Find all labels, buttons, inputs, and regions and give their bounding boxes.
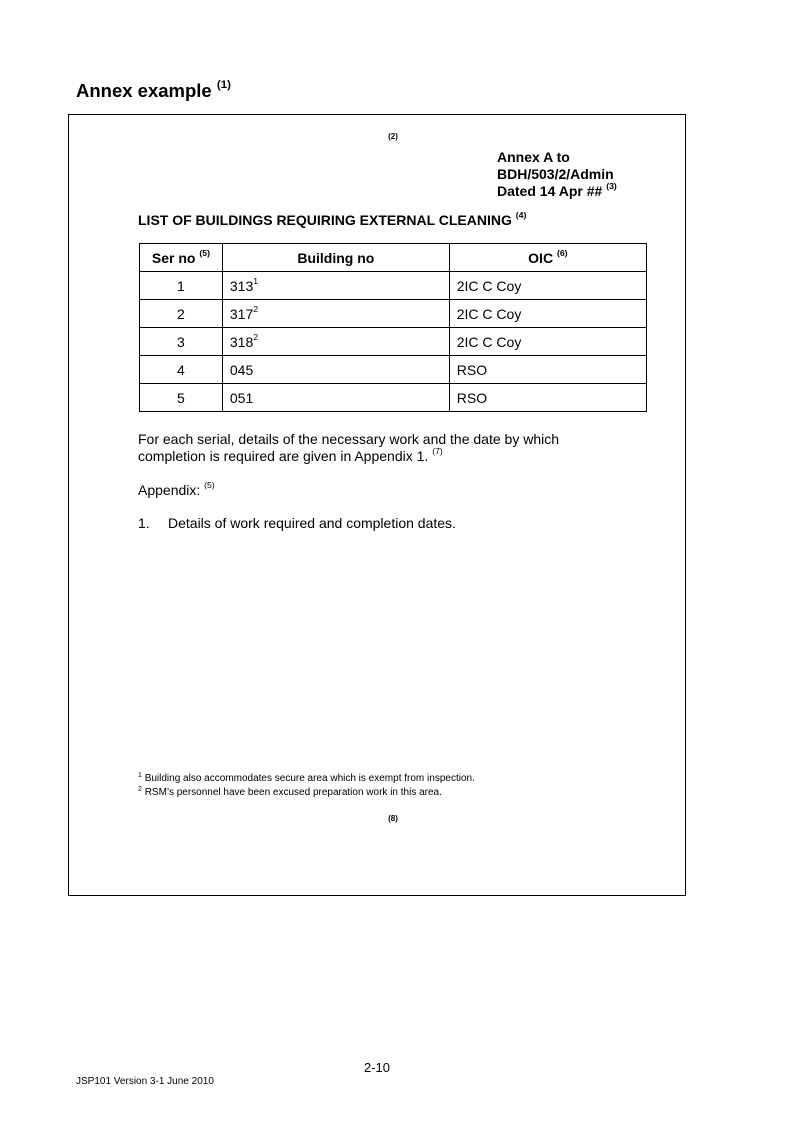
footnote (138, 772, 475, 786)
footnote-number: 1 (138, 771, 142, 779)
annex-ref-line-2: BDH/503/2/Admin (497, 166, 614, 182)
page-heading-text: Annex example (76, 80, 212, 101)
appendix-marker: (5) (204, 480, 215, 491)
building-number: 318 (229, 333, 254, 350)
annex-frame (68, 114, 686, 896)
heading-marker: (1) (216, 79, 231, 92)
building-footnote-ref: 1 (253, 275, 259, 286)
building-footnote-ref: 2 (253, 303, 259, 314)
annex-ref-line-3 (497, 183, 617, 200)
protective-marking-top: (2) (388, 132, 398, 141)
footnote-text: Building also accommodates secure area which is exempt from inspection. (144, 773, 475, 784)
header-ser-no-label: Ser no (151, 249, 196, 266)
footer-version: JSP101 Version 3-1 June 2010 (76, 1076, 214, 1087)
appendix-item (138, 515, 456, 532)
annex-ref-line-1: Annex A to (497, 149, 570, 165)
header-oic-marker: (6) (556, 247, 568, 258)
cell-oic: 2IC C Coy (449, 300, 646, 328)
document-title-text: LIST OF BUILDINGS REQUIRING EXTERNAL CLEANING (138, 212, 512, 228)
serial-paragraph (138, 431, 598, 465)
cell-building-no (222, 384, 449, 412)
appendix-label (138, 482, 215, 499)
building-footnote-ref: 2 (253, 331, 259, 342)
table-header-row (140, 244, 647, 272)
footnotes (138, 772, 475, 800)
document-title-marker: (4) (515, 210, 527, 221)
cell-building-no (222, 272, 449, 300)
table-row (140, 384, 647, 412)
building-number: 045 (229, 361, 254, 378)
serial-paragraph-marker: (7) (432, 446, 443, 457)
building-number: 313 (229, 277, 254, 294)
header-ser-no (140, 244, 223, 272)
cell-oic: 2IC C Coy (449, 272, 646, 300)
annex-reference (497, 149, 617, 200)
building-number: 051 (229, 389, 254, 406)
cell-building-no (222, 356, 449, 384)
building-number: 317 (229, 305, 254, 322)
table-row (140, 356, 647, 384)
cell-building-no (222, 300, 449, 328)
cell-oic: 2IC C Coy (449, 328, 646, 356)
appendix-label-text: Appendix: (138, 482, 201, 498)
header-oic-label: OIC (528, 249, 554, 266)
protective-marking-bottom: (8) (388, 814, 398, 823)
cell-ser-no: 1 (140, 272, 223, 300)
table-row (140, 328, 647, 356)
page-heading (76, 80, 231, 102)
footnote-number: 2 (138, 785, 142, 793)
cell-oic: RSO (449, 356, 646, 384)
table-row (140, 300, 647, 328)
serial-paragraph-text: For each serial, details of the necessary work and the date by which completion is required are given in Appendix 1. (138, 431, 559, 464)
buildings-table (139, 243, 647, 412)
footnote (138, 786, 475, 800)
cell-building-no (222, 328, 449, 356)
cell-ser-no: 4 (140, 356, 223, 384)
annex-date: Dated 14 Apr ## (497, 183, 603, 199)
cell-ser-no: 5 (140, 384, 223, 412)
page-number: 2-10 (364, 1060, 391, 1075)
appendix-item-text: Details of work required and completion dates. (168, 515, 456, 531)
cell-ser-no: 2 (140, 300, 223, 328)
header-oic (449, 244, 646, 272)
appendix-item-number: 1. (138, 515, 150, 531)
header-ser-no-marker: (5) (199, 247, 210, 258)
annex-ref-marker: (3) (606, 181, 617, 192)
header-building-no: Building no (222, 244, 449, 272)
cell-ser-no: 3 (140, 328, 223, 356)
table-row (140, 272, 647, 300)
document-title (138, 212, 526, 228)
footnote-text: RSM’s personnel have been excused preparation work in this area. (144, 787, 442, 798)
cell-oic: RSO (449, 384, 646, 412)
